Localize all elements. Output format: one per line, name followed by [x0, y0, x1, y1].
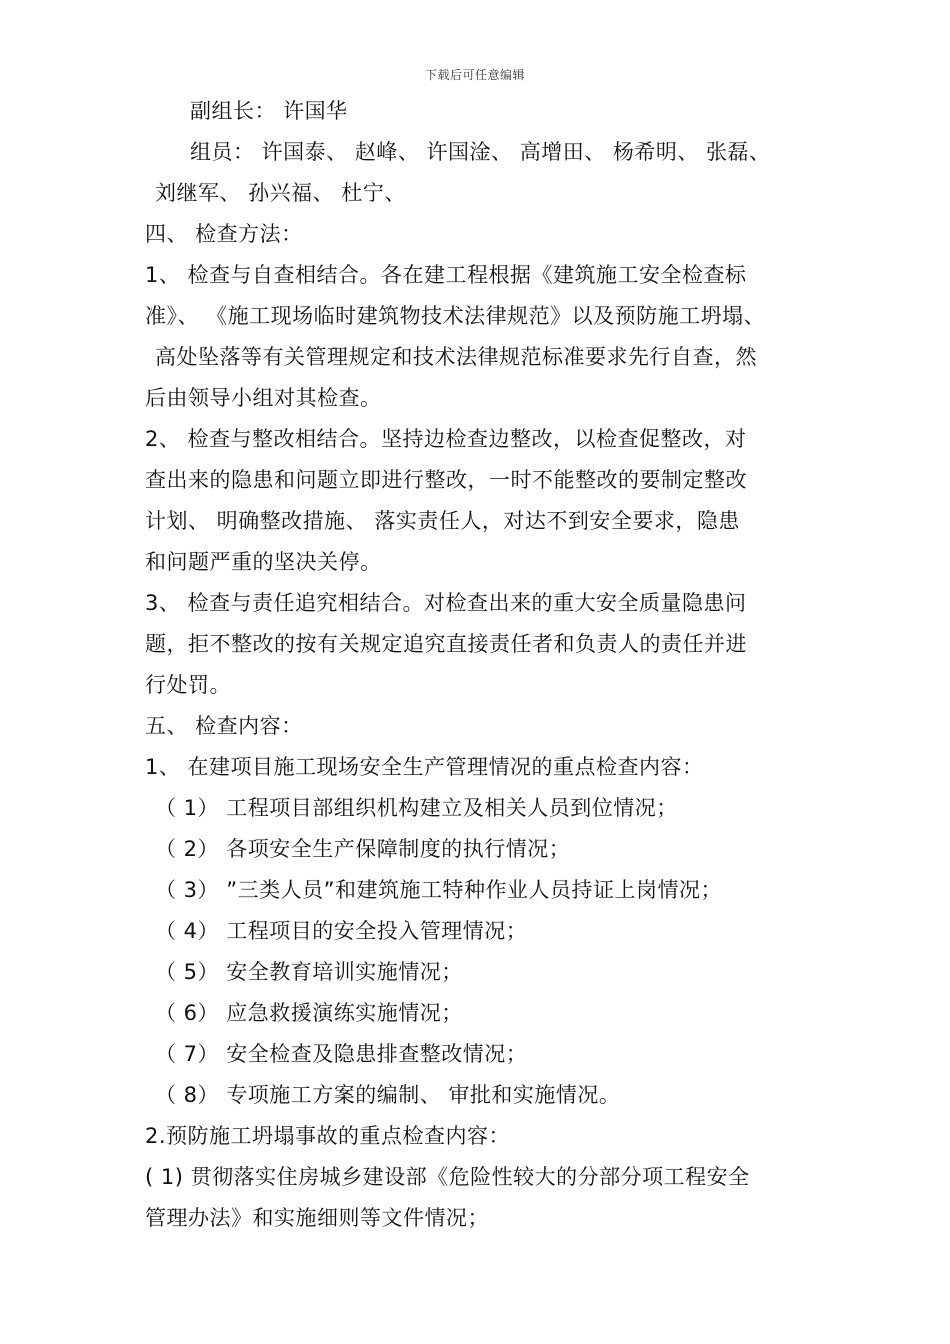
- list-item: （ 5） 安全教育培训实施情况；: [155, 960, 463, 984]
- list-item: （ 3） ”三类人员”和建筑施工特种作业人员持证上岗情况；: [155, 878, 722, 902]
- text-line: 后由领导小组对其检查。: [145, 386, 382, 410]
- list-item: （ 4） 工程项目的安全投入管理情况；: [155, 919, 528, 943]
- list-item: （ 7） 安全检查及隐患排查整改情况；: [155, 1042, 528, 1066]
- list-item: （ 6） 应急救援演练实施情况；: [155, 1001, 463, 1025]
- text-line: 组员： 许国泰、 赵峰、 许国淦、 高增田、 杨希明、 张磊、: [190, 140, 771, 164]
- text-line: 和问题严重的坚决关停。: [145, 550, 382, 574]
- text-line: 查出来的隐患和问题立即进行整改，一时不能整改的要制定整改: [145, 468, 747, 492]
- section-heading: 四、 检查方法：: [145, 222, 303, 246]
- text-line: 题，拒不整改的按有关规定追究直接责任者和负责人的责任并进: [145, 632, 747, 656]
- text-line: 2、 检查与整改相结合。坚持边检查边整改，以检查促整改，对: [145, 427, 747, 451]
- text-line: 1、 在建项目施工现场安全生产管理情况的重点检查内容：: [145, 755, 704, 779]
- list-item: （ 1） 工程项目部组织机构建立及相关人员到位情况；: [155, 796, 678, 820]
- page-header: 下载后可任意编辑: [424, 68, 525, 82]
- text-line: 行处罚。: [145, 673, 231, 697]
- text-line: 计划、 明确整改措施、 落实责任人，对达不到安全要求，隐患: [145, 509, 740, 533]
- text-line: 副组长： 许国华: [190, 99, 348, 123]
- text-line: 高处坠落等有关管理规定和技术法律规范标准要求先行自查，然: [155, 345, 757, 369]
- list-item: ( 1) 贯彻落实住房城乡建设部《危险性较大的分部分项工程安全: [145, 1165, 750, 1189]
- text-line: 刘继军、 孙兴福、 杜宁、: [155, 181, 406, 205]
- section-heading: 五、 检查内容：: [145, 714, 303, 738]
- text-line: 2.预防施工坍塌事故的重点检查内容：: [145, 1124, 511, 1148]
- text-line: 3、 检查与责任追究相结合。对检查出来的重大安全质量隐患问: [145, 591, 747, 615]
- text-line: 准》、 《施工现场临时建筑物技术法律规范》以及预防施工坍塌、: [145, 304, 766, 328]
- text-line: 管理办法》和实施细则等文件情况；: [145, 1206, 489, 1230]
- list-item: （ 8） 专项施工方案的编制、 审批和实施情况。: [155, 1083, 621, 1107]
- text-line: 1、 检查与自查相结合。各在建工程根据《建筑施工安全检查标: [145, 263, 747, 287]
- list-item: （ 2） 各项安全生产保障制度的执行情况；: [155, 837, 571, 861]
